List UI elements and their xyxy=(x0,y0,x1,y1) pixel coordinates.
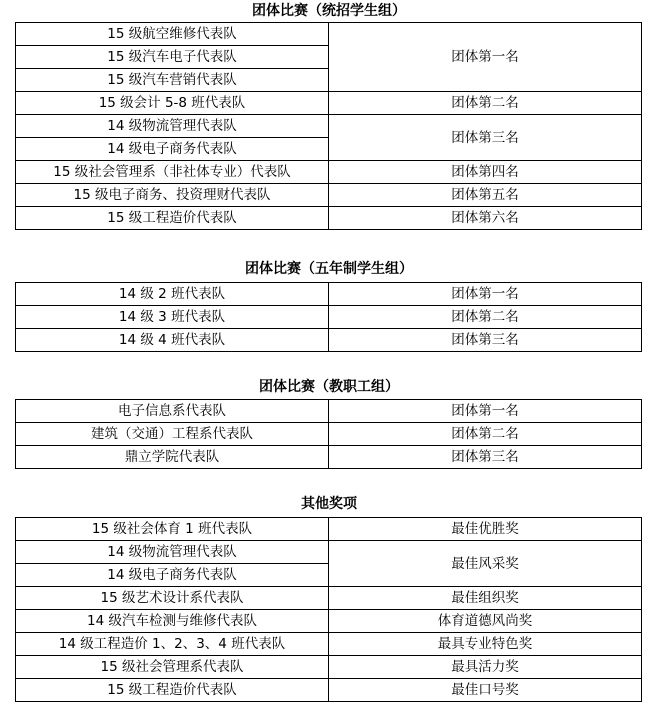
team-cell: 15 级汽车营销代表队 xyxy=(16,69,329,92)
table-row xyxy=(16,23,642,46)
table-row xyxy=(16,610,642,633)
award-cell: 团体第一名 xyxy=(329,400,642,423)
table-row xyxy=(16,161,642,184)
team-cell: 14 级 2 班代表队 xyxy=(16,283,329,306)
team-cell: 14 级汽车检测与维修代表队 xyxy=(16,610,329,633)
award-cell: 团体第二名 xyxy=(329,423,642,446)
table-row xyxy=(16,207,642,230)
table-row xyxy=(16,115,642,138)
team-cell: 鼎立学院代表队 xyxy=(16,446,329,469)
table-row xyxy=(16,633,642,656)
table-row xyxy=(16,541,642,564)
team-cell: 15 级社会管理系代表队 xyxy=(16,656,329,679)
section-title-team-staff: 团体比赛（教职工组） xyxy=(259,379,399,395)
award-cell: 最具专业特色奖 xyxy=(329,633,642,656)
award-cell: 团体第二名 xyxy=(329,306,642,329)
team-cell: 15 级工程造价代表队 xyxy=(16,679,329,702)
award-cell: 最佳组织奖 xyxy=(329,587,642,610)
team-cell: 14 级 3 班代表队 xyxy=(16,306,329,329)
team-cell: 电子信息系代表队 xyxy=(16,400,329,423)
team-cell: 14 级物流管理代表队 xyxy=(16,541,329,564)
award-cell: 团体第三名 xyxy=(329,329,642,352)
table-other-awards xyxy=(15,517,642,702)
award-cell: 最佳优胜奖 xyxy=(329,518,642,541)
table-team-staff xyxy=(15,399,642,469)
table-row xyxy=(16,400,642,423)
table-row xyxy=(16,184,642,207)
team-cell: 14 级电子商务代表队 xyxy=(16,138,329,161)
award-cell: 体育道德风尚奖 xyxy=(329,610,642,633)
table-row xyxy=(16,587,642,610)
team-cell: 建筑（交通）工程系代表队 xyxy=(16,423,329,446)
team-cell: 15 级汽车电子代表队 xyxy=(16,46,329,69)
team-cell: 14 级物流管理代表队 xyxy=(16,115,329,138)
table-row xyxy=(16,518,642,541)
table-row xyxy=(16,679,642,702)
team-cell: 15 级艺术设计系代表队 xyxy=(16,587,329,610)
table-row xyxy=(16,92,642,115)
award-cell: 团体第二名 xyxy=(329,92,642,115)
team-cell: 15 级电子商务、投资理财代表队 xyxy=(16,184,329,207)
team-cell: 15 级航空维修代表队 xyxy=(16,23,329,46)
section-title-other-awards: 其他奖项 xyxy=(301,496,357,512)
table-row xyxy=(16,283,642,306)
team-cell: 14 级 4 班代表队 xyxy=(16,329,329,352)
team-cell: 14 级电子商务代表队 xyxy=(16,564,329,587)
award-cell: 团体第三名 xyxy=(329,115,642,161)
team-cell: 15 级社会管理系（非社体专业）代表队 xyxy=(16,161,329,184)
team-cell: 15 级工程造价代表队 xyxy=(16,207,329,230)
team-cell: 14 级工程造价 1、2、3、4 班代表队 xyxy=(16,633,329,656)
award-cell: 团体第一名 xyxy=(329,23,642,92)
table-row xyxy=(16,446,642,469)
table-row xyxy=(16,329,642,352)
award-cell: 团体第一名 xyxy=(329,283,642,306)
table-row xyxy=(16,656,642,679)
award-cell: 最具活力奖 xyxy=(329,656,642,679)
section-title-team-five-year: 团体比赛（五年制学生组） xyxy=(245,261,413,277)
table-team-regular xyxy=(15,22,642,230)
award-cell: 最佳口号奖 xyxy=(329,679,642,702)
section-title-team-regular: 团体比赛（统招学生组） xyxy=(252,3,406,19)
award-cell: 团体第五名 xyxy=(329,184,642,207)
award-cell: 最佳风采奖 xyxy=(329,541,642,587)
award-cell: 团体第四名 xyxy=(329,161,642,184)
table-row xyxy=(16,423,642,446)
table-team-five-year xyxy=(15,282,642,352)
team-cell: 15 级会计 5-8 班代表队 xyxy=(16,92,329,115)
award-cell: 团体第六名 xyxy=(329,207,642,230)
award-cell: 团体第三名 xyxy=(329,446,642,469)
table-row xyxy=(16,306,642,329)
team-cell: 15 级社会体育 1 班代表队 xyxy=(16,518,329,541)
